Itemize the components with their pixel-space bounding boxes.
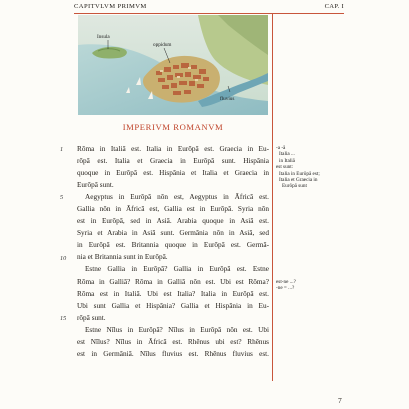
text-line: Gallia nōn in Āfricā est, Gallia est in Eurōpā. Syria nōn — [77, 205, 269, 214]
text-line: Eurōpā sunt. — [77, 181, 114, 190]
map-illustration — [78, 15, 268, 115]
paragraph — [77, 324, 269, 360]
paragraph — [77, 263, 269, 323]
section-title: IMPERIVM ROMANVM — [122, 122, 224, 132]
header-rule — [74, 13, 344, 14]
text-line: est in Eurōpā, sed in Asiā. Arabia quoque in Asiā est. — [77, 217, 269, 226]
text-line: Estne Nīlus in Eurōpā? Nīlus in Eurōpā nōn est. Ubi — [85, 325, 269, 334]
margin-rule — [272, 13, 273, 381]
text-line: est Nīlus? Nīlus in Āfricā est. Rhēnus ubi est? Rhēnus — [77, 337, 269, 346]
text-line: in Eurōpā est. Britannia quoque in Eurōpā est. Germā- — [77, 241, 269, 250]
line-number: 15 — [60, 315, 67, 322]
note-line: est-ne ...? — [276, 279, 296, 285]
note-line: Italia ... — [279, 151, 295, 158]
text-line: Syria et Arabia in Asiā sunt. Germānia nōn in Asiā, sed — [77, 229, 269, 238]
text-line: Estne Gallia in Eurōpā? Gallia in Eurōpā est. Estne — [85, 265, 269, 274]
text-line: Ubi sunt Gallia et Hispānia? Gallia et Hispānia in Eu- — [77, 301, 269, 310]
text-line: est in Germāniā. Nīlus fluvius est. Rhēnus fluvius est. — [77, 349, 269, 358]
line-number: 10 — [60, 255, 67, 262]
text-line: nia et Britannia sunt in Eurōpā. — [77, 253, 168, 262]
note-line: est sunt: — [276, 164, 294, 171]
margin-note-grammar — [276, 145, 348, 190]
note-line: in Italiā — [279, 157, 295, 164]
text-line: Aegyptus in Eurōpā nōn est, Aegyptus in Āfricā est. — [85, 193, 269, 202]
paragraph — [77, 143, 269, 191]
chapter-number: CAP. I — [324, 3, 344, 10]
text-line: rōpā sunt. — [77, 313, 106, 322]
text-line: Rōma est in Italiā. Ubi est Italia? Italia in Eurōpā est. — [77, 289, 269, 298]
chapter-title: CAPITVLVM PRIMVM — [74, 3, 147, 10]
line-number: 5 — [60, 194, 64, 201]
note-line: -a -ā — [276, 145, 286, 151]
note-line: Italia in Eurōpā est; — [279, 170, 320, 177]
text-line: rōpā est. Italia et Graecia in Eurōpā sunt. Hispānia — [77, 157, 269, 166]
text-line: quoque in Eurōpā est. Hispānia et Italia et Graecia in — [77, 169, 269, 178]
label-oppidum: oppidum — [153, 42, 172, 48]
text-line: Rōma in Galliā? Rōma in Galliā nōn est. Ubi est Rōma? — [77, 277, 269, 286]
note-line: Italia et Graecia in — [279, 177, 318, 184]
label-insula: Insula — [97, 34, 110, 40]
note-line: -ne = ...? — [276, 285, 295, 292]
line-number: 1 — [60, 146, 64, 153]
margin-note-question — [276, 279, 348, 292]
paragraph — [77, 191, 269, 263]
body-text — [77, 143, 269, 360]
label-fluvius: fluvius — [220, 96, 235, 102]
river-town-map — [78, 15, 268, 115]
text-line: Rōma in Italiā est. Italia in Eurōpā est. Graecia in Eu- — [77, 145, 269, 153]
note-line: Eurōpā sunt — [282, 183, 307, 190]
page-number: 7 — [338, 396, 342, 405]
